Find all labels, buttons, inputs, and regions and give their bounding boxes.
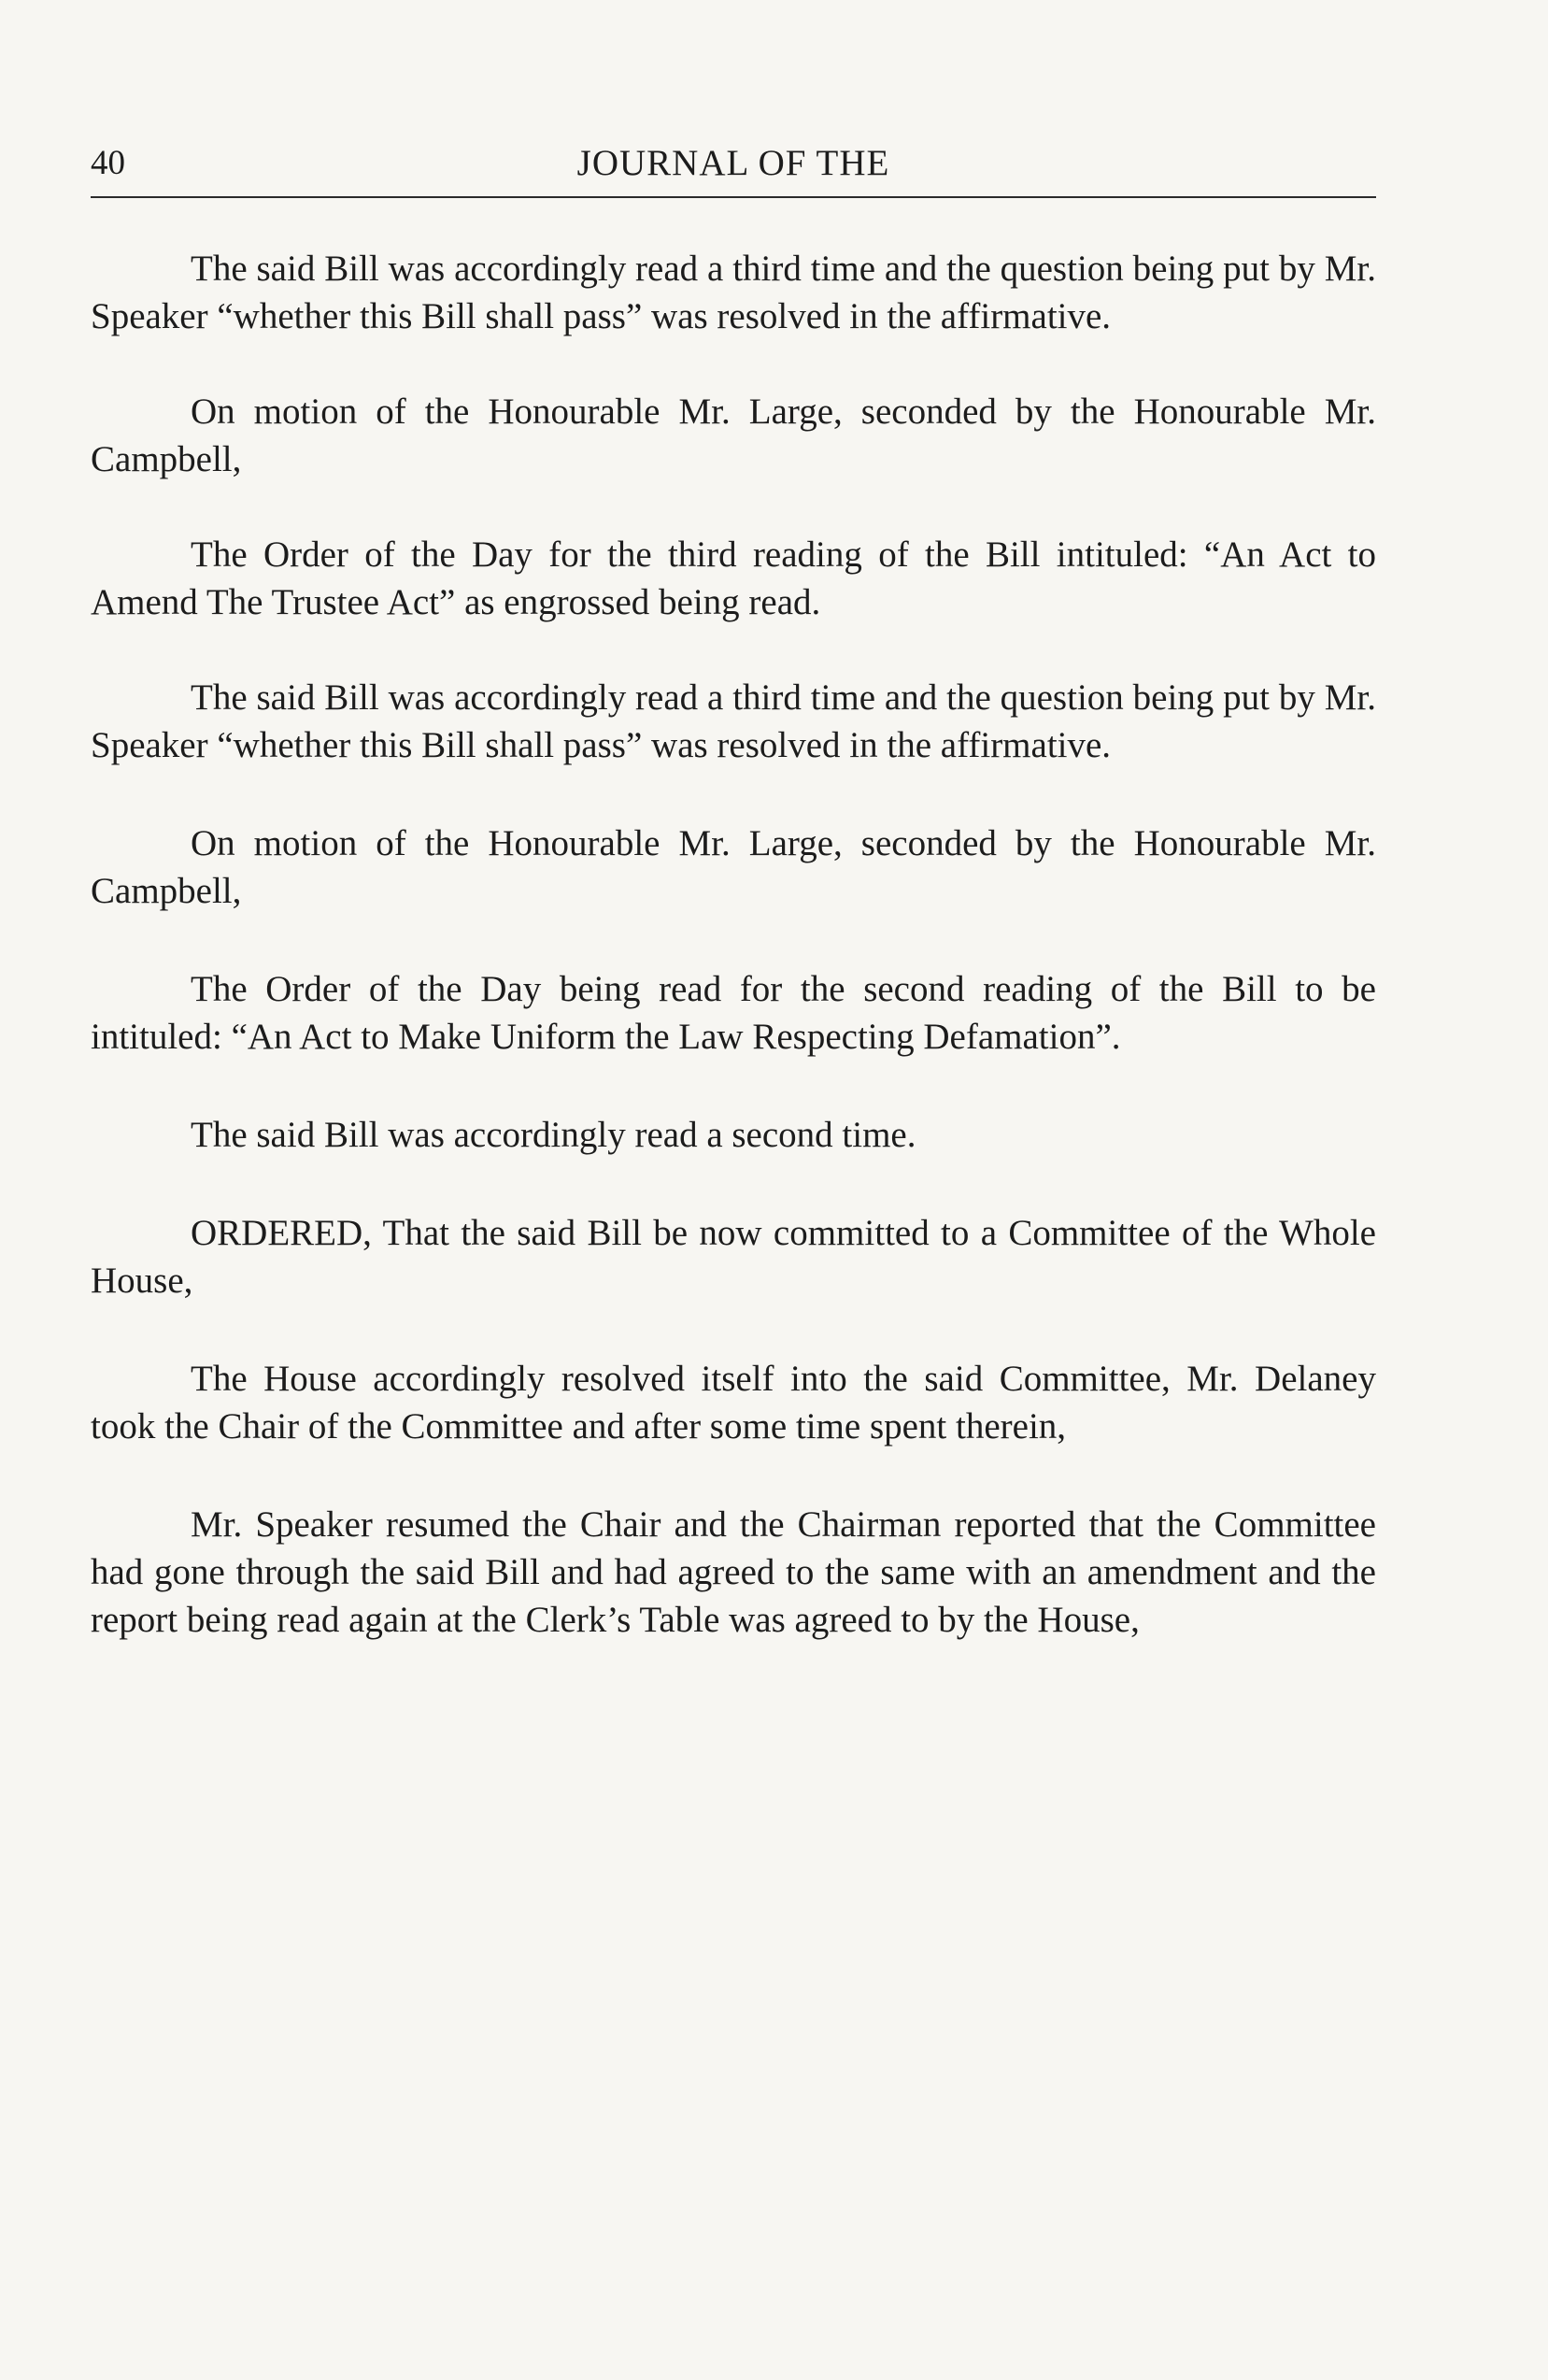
running-head: JOURNAL OF THE xyxy=(576,143,890,183)
paragraph-9: The House accordingly resolved itself into the said Committee, Mr. Delaney took the Chair of the Committee and after some time spent therein, xyxy=(91,1359,1376,1447)
paragraph-1: The said Bill was accordingly read a third time and the question being put by Mr. Speaker “whether this Bill shall pass” was resolved in the affirmative. xyxy=(91,249,1376,336)
page-number: 40 xyxy=(91,144,125,182)
paragraph-4: The said Bill was accordingly read a third time and the question being put by Mr. Speaker “whether this Bill shall pass” was resolved in the affirmative. xyxy=(91,677,1376,765)
paragraph-6: The Order of the Day being read for the second reading of the Bill to be intituled: “An Act to Make Uniform the Law Respecting Defamation”. xyxy=(91,969,1376,1057)
paragraph-10: Mr. Speaker resumed the Chair and the Chairman reported that the Committee had gone through the said Bill and had agreed to the same with an amendment and the report being read again at the Clerk’s Table was agreed to by the House, xyxy=(91,1504,1376,1640)
page-header xyxy=(91,140,1376,198)
paragraph-2: On motion of the Honourable Mr. Large, seconded by the Honourable Mr. Campbell, xyxy=(91,392,1376,479)
paragraph-8: ORDERED, That the said Bill be now committed to a Committee of the Whole House, xyxy=(91,1213,1376,1301)
paragraph-7: The said Bill was accordingly read a second time. xyxy=(191,1115,916,1155)
paragraph-3: The Order of the Day for the third reading of the Bill intituled: “An Act to Amend The Trustee Act” as engrossed being read. xyxy=(91,534,1376,622)
journal-body xyxy=(91,245,1376,1644)
paragraph-5: On motion of the Honourable Mr. Large, seconded by the Honourable Mr. Campbell, xyxy=(91,823,1376,911)
